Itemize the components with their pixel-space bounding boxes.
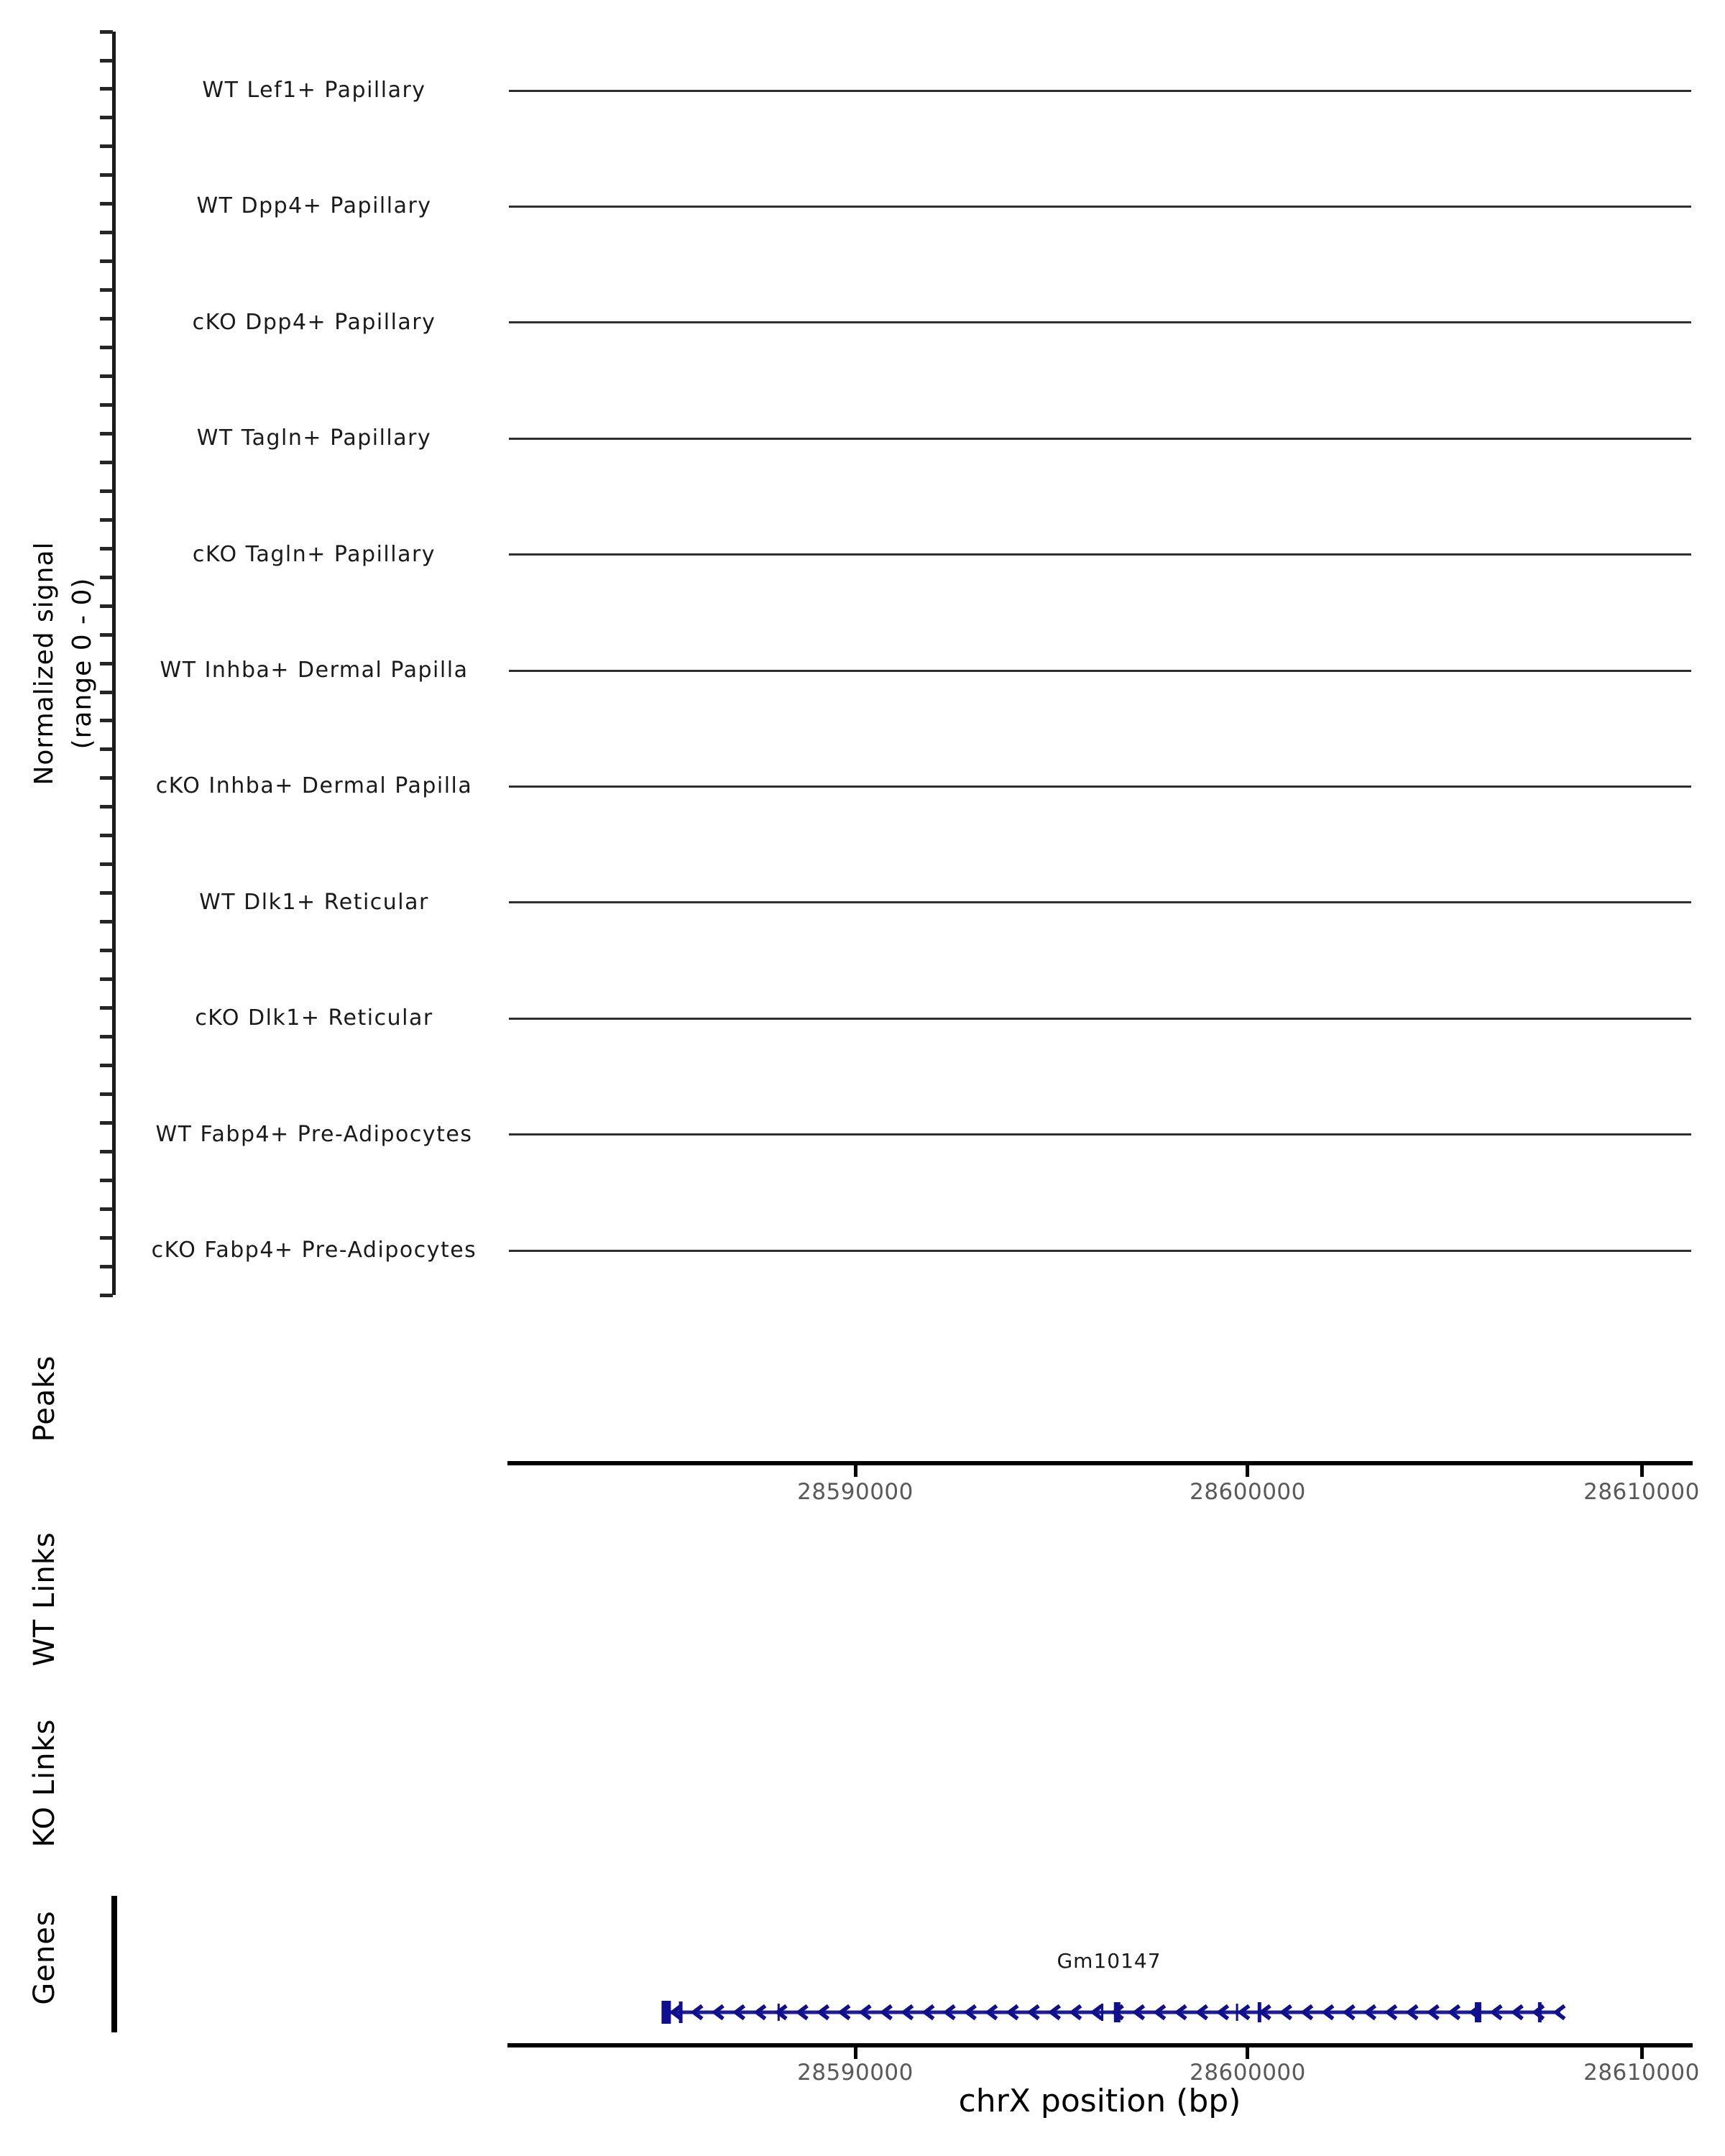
section-label-peaks: Peaks xyxy=(28,1355,61,1442)
x-axis-tick xyxy=(1640,2047,1644,2059)
genome-x-axis-tick-label-2: 28600000 xyxy=(1190,2060,1306,2086)
exon-block xyxy=(1475,2002,1481,2022)
exon-block xyxy=(1236,2004,1238,2021)
signal-track-baseline xyxy=(509,90,1691,92)
peaks-x-axis-tick-label-1: 28590000 xyxy=(797,1479,914,1505)
section-label-genes: Genes xyxy=(28,1910,61,2005)
x-axis-tick xyxy=(1640,1465,1644,1477)
signal-track-baseline xyxy=(509,321,1691,323)
signal-track-baseline xyxy=(509,786,1691,788)
signal-axis-tick xyxy=(100,489,113,493)
exon-block xyxy=(1101,2004,1103,2021)
signal-track-baseline xyxy=(509,438,1691,440)
signal-axis-tick xyxy=(100,747,113,751)
signal-track-label: WT Lef1+ Papillary xyxy=(202,78,426,103)
signal-axis-tick xyxy=(100,518,113,522)
signal-axis-tick xyxy=(100,834,113,837)
signal-axis-tick xyxy=(100,1294,113,1297)
signal-track-label: cKO Dlk1+ Reticular xyxy=(195,1005,433,1031)
signal-track-label: WT Dpp4+ Papillary xyxy=(196,193,432,219)
signal-axis-tick xyxy=(100,403,113,407)
signal-axis-tick xyxy=(100,346,113,349)
exon-block xyxy=(1258,2002,1261,2022)
signal-axis-tick xyxy=(100,374,113,378)
exon-block xyxy=(1114,2002,1121,2022)
x-axis-tick xyxy=(854,1465,857,1477)
signal-axis-tick xyxy=(100,461,113,464)
gene-model-svg xyxy=(0,1984,1725,2041)
signal-axis-tick xyxy=(100,1092,113,1096)
signal-track-label: WT Tagln+ Papillary xyxy=(196,425,432,451)
signal-track-baseline xyxy=(509,670,1691,672)
gene-name-label: Gm10147 xyxy=(1057,1949,1162,1973)
x-axis-title: chrX position (bp) xyxy=(958,2083,1241,2119)
signal-axis-tick xyxy=(100,633,113,637)
signal-track-label: WT Dlk1+ Reticular xyxy=(199,889,429,915)
signal-track-baseline xyxy=(509,206,1691,208)
signal-axis-tick xyxy=(100,977,113,981)
signal-track-baseline xyxy=(509,1018,1691,1020)
signal-track-label: WT Inhba+ Dermal Papilla xyxy=(160,658,469,683)
signal-axis-tick xyxy=(100,231,113,234)
x-axis-tick xyxy=(1246,2047,1249,2059)
signal-axis-tick xyxy=(100,1035,113,1038)
signal-track-label: cKO Inhba+ Dermal Papilla xyxy=(155,773,473,799)
x-axis-tick xyxy=(854,2047,857,2059)
signal-axis-tick xyxy=(100,173,113,177)
genome-x-axis-line xyxy=(507,2043,1693,2047)
exon-block xyxy=(778,2004,780,2021)
signal-axis-tick xyxy=(100,1179,113,1182)
signal-axis-tick xyxy=(100,259,113,263)
signal-axis-tick xyxy=(100,691,113,694)
x-axis-tick xyxy=(1246,1465,1249,1477)
signal-track-label: cKO Fabp4+ Pre-Adipocytes xyxy=(151,1238,477,1263)
exon-block xyxy=(1538,2002,1542,2022)
signal-axis-tick xyxy=(100,719,113,722)
signal-axis-tick xyxy=(100,949,113,952)
genome-x-axis-tick-label-1: 28590000 xyxy=(797,2060,914,2086)
peaks-x-axis-line xyxy=(507,1461,1693,1465)
signal-track-baseline xyxy=(509,901,1691,903)
signal-axis-tick xyxy=(100,1064,113,1067)
signal-axis-tick xyxy=(100,288,113,292)
signal-axis-tick xyxy=(100,604,113,608)
signal-axis-tick xyxy=(100,59,113,63)
signal-axis-tick xyxy=(100,1150,113,1153)
signal-axis-tick xyxy=(100,920,113,923)
signal-axis-tick xyxy=(100,576,113,579)
signal-track-label: cKO Dpp4+ Papillary xyxy=(192,309,436,335)
signal-track-baseline xyxy=(509,1133,1691,1135)
genome-x-axis-tick-label-3: 28610000 xyxy=(1583,2060,1700,2086)
signal-axis-tick xyxy=(100,30,113,34)
exon-block xyxy=(661,2001,671,2024)
signal-track-baseline xyxy=(509,553,1691,556)
signal-track-baseline xyxy=(509,1250,1691,1252)
signal-axis-title-line1: Normalized signal xyxy=(29,541,59,786)
section-label-wt-links: WT Links xyxy=(28,1531,61,1667)
signal-axis-title-line2: (range 0 - 0) xyxy=(68,577,97,750)
signal-axis-tick xyxy=(100,116,113,119)
exon-block xyxy=(679,2001,683,2023)
peaks-x-axis-tick-label-3: 28610000 xyxy=(1583,1479,1700,1505)
signal-axis-tick xyxy=(100,805,113,808)
signal-axis-tick xyxy=(100,1207,113,1211)
signal-track-label: cKO Tagln+ Papillary xyxy=(192,541,436,567)
signal-axis-tick xyxy=(100,862,113,866)
peaks-x-axis-tick-label-2: 28600000 xyxy=(1190,1479,1306,1505)
signal-axis-tick xyxy=(100,144,113,148)
section-label-ko-links: KO Links xyxy=(28,1718,61,1848)
signal-track-label: WT Fabp4+ Pre-Adipocytes xyxy=(155,1121,473,1147)
